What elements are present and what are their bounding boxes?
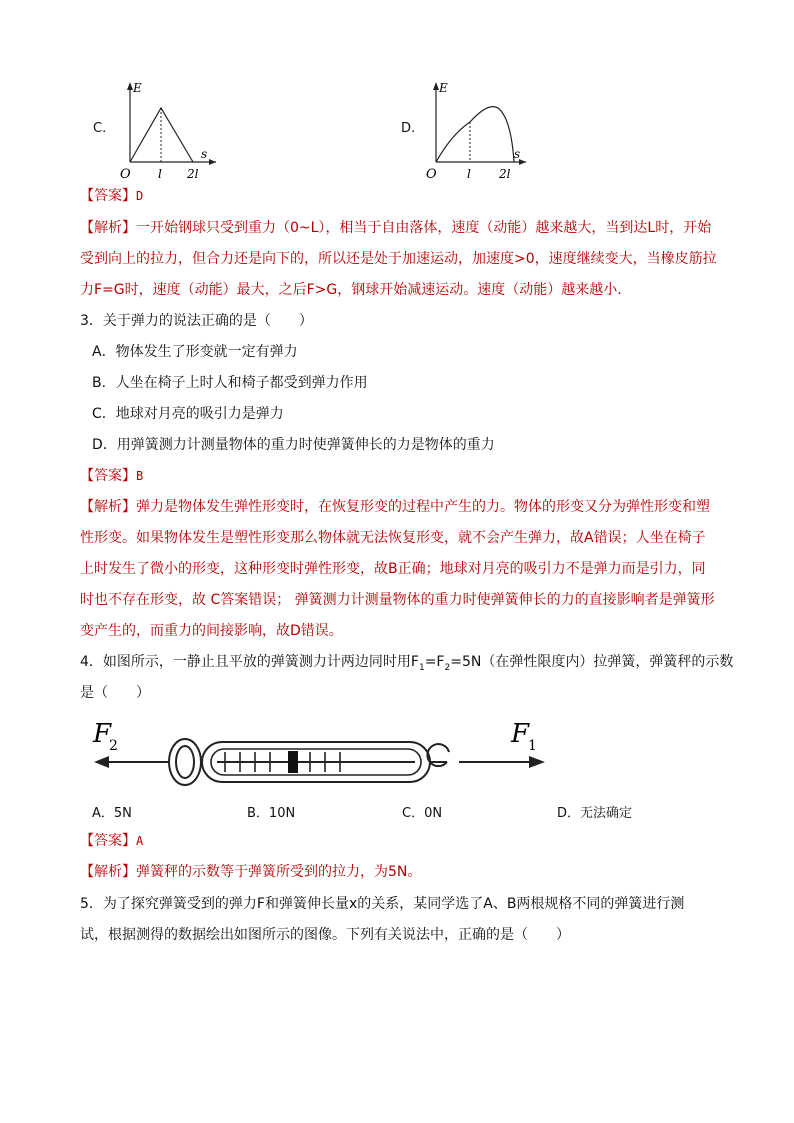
analysis-text: 弹簧秤的示数等于弹簧所受到的拉力，为5N。 [136,864,422,880]
q3-option-b: B．人坐在椅子上时人和椅子都受到弹力作用 [92,375,368,391]
tick-2l-label: 2l [499,167,511,181]
subscript-2: 2 [444,662,451,673]
q3-option-c: C．地球对月亮的吸引力是弹力 [92,406,284,422]
option-d-label: D. [401,121,416,136]
q3-analysis-line-1 [80,497,710,517]
q3-analysis-line-5: 变产生的，而重力的间接影响，故D错误。 [80,623,343,639]
q3-analysis-line-4: 时也不存在形变，故 C答案错误； 弹簧测力计测量物体的重力时使弹簧伸长的力的直接影响者是弹簧形 [80,592,715,608]
graph-c [110,78,220,186]
q5-stem-line-1: 5．为了探究弹簧受到的弹力F和弹簧伸长量x的关系，某同学选了A、B两根规格不同的弹簧进行测 [80,896,685,912]
option-c-label: C. [93,121,107,136]
stem-part-2: =5N（在弹性限度内）拉弹簧，弹簧秤的示数 [450,654,734,670]
answer-tag: 【答案】 [80,188,136,204]
force-f2-subscript: 2 [109,738,118,754]
q3-option-a: A．物体发生了形变就一定有弹力 [92,344,298,360]
q3-stem: 3．关于弹力的说法正确的是（ ） [80,313,313,329]
q4-stem-line-1 [80,652,733,678]
y-axis-label: E [133,81,142,95]
stem-eq: =F [424,654,445,670]
energy-curve [436,107,514,162]
x-axis-label: s [201,147,208,161]
q2-analysis-line-3: 力F=G时，速度（动能）最大，之后F>G，钢球开始减速运动。速度（动能）越来越小. [80,282,622,298]
answer-tag: 【答案】 [80,833,136,849]
scale-pointer [288,751,298,773]
left-arrow-head [94,756,109,768]
analysis-tag: 【解析】 [80,499,136,515]
q2-answer [80,186,143,206]
answer-value: D [136,189,144,203]
spring-balance-figure [85,712,555,794]
q4-stem-line-2: 是（ ） [80,685,150,701]
q5-stem-line-2: 试，根据测得的数据绘出如图所示的图像。下列有关说法中，正确的是（ ） [80,927,570,943]
analysis-tag: 【解析】 [80,220,136,236]
stem-part-1: 4．如图所示，一静止且平放的弹簧测力计两边同时用F [80,654,419,670]
q3-option-d: D．用弹簧测力计测量物体的重力时使弹簧伸长的力是物体的重力 [92,437,495,453]
q4-option-b: B．10N [247,806,296,821]
origin-label: O [426,167,437,182]
answer-value: B [136,469,144,483]
q3-analysis-line-2: 性形变。如果物体发生是塑性形变那么物体就无法恢复形变，就不会产生弹力，故A错误；人坐在椅子 [80,530,706,546]
answer-value: A [136,834,144,848]
q4-analysis [80,862,421,882]
right-arrow-head [529,756,545,768]
force-f1-label: F [511,719,530,749]
analysis-text: 弹力是物体发生弹性形变时，在恢复形变的过程中产生的力。物体的形变又分为弹性形变和塑 [136,499,710,515]
tick-l-label: l [467,167,471,181]
origin-label: O [120,167,131,182]
x-axis-label: s [514,147,521,161]
q2-analysis-line-2: 受到向上的拉力，但合力还是向下的，所以还是处于加速运动，加速度>0，速度继续变大，当橡皮筋拉 [80,251,717,267]
q2-analysis-line-1 [80,218,711,238]
q4-answer [80,831,143,851]
answer-tag: 【答案】 [80,468,136,484]
q4-option-d: D．无法确定 [557,806,633,821]
q3-analysis-line-3: 上时发生了微小的形变，这种形变时弹性形变，故B正确；地球对月亮的吸引力不是弹力而是引力，同 [80,561,706,577]
q4-option-a: A．5N [92,806,132,821]
tick-2l-label: 2l [187,167,199,181]
force-f1-subscript: 1 [528,738,537,754]
force-f2-label: F [93,719,112,749]
x-axis-arrow [209,159,216,165]
q3-answer [80,466,143,486]
subscript-1: 1 [418,662,425,673]
left-ring-inner [176,746,194,778]
y-axis-label: E [439,81,448,95]
graph-d [418,78,538,186]
q4-option-c: C．0N [402,806,443,821]
analysis-tag: 【解析】 [80,864,136,880]
analysis-text: 一开始钢球只受到重力（0~L），相当于自由落体，速度（动能）越来越大，当到达L时，开始 [136,220,712,236]
tick-l-label: l [158,167,162,181]
